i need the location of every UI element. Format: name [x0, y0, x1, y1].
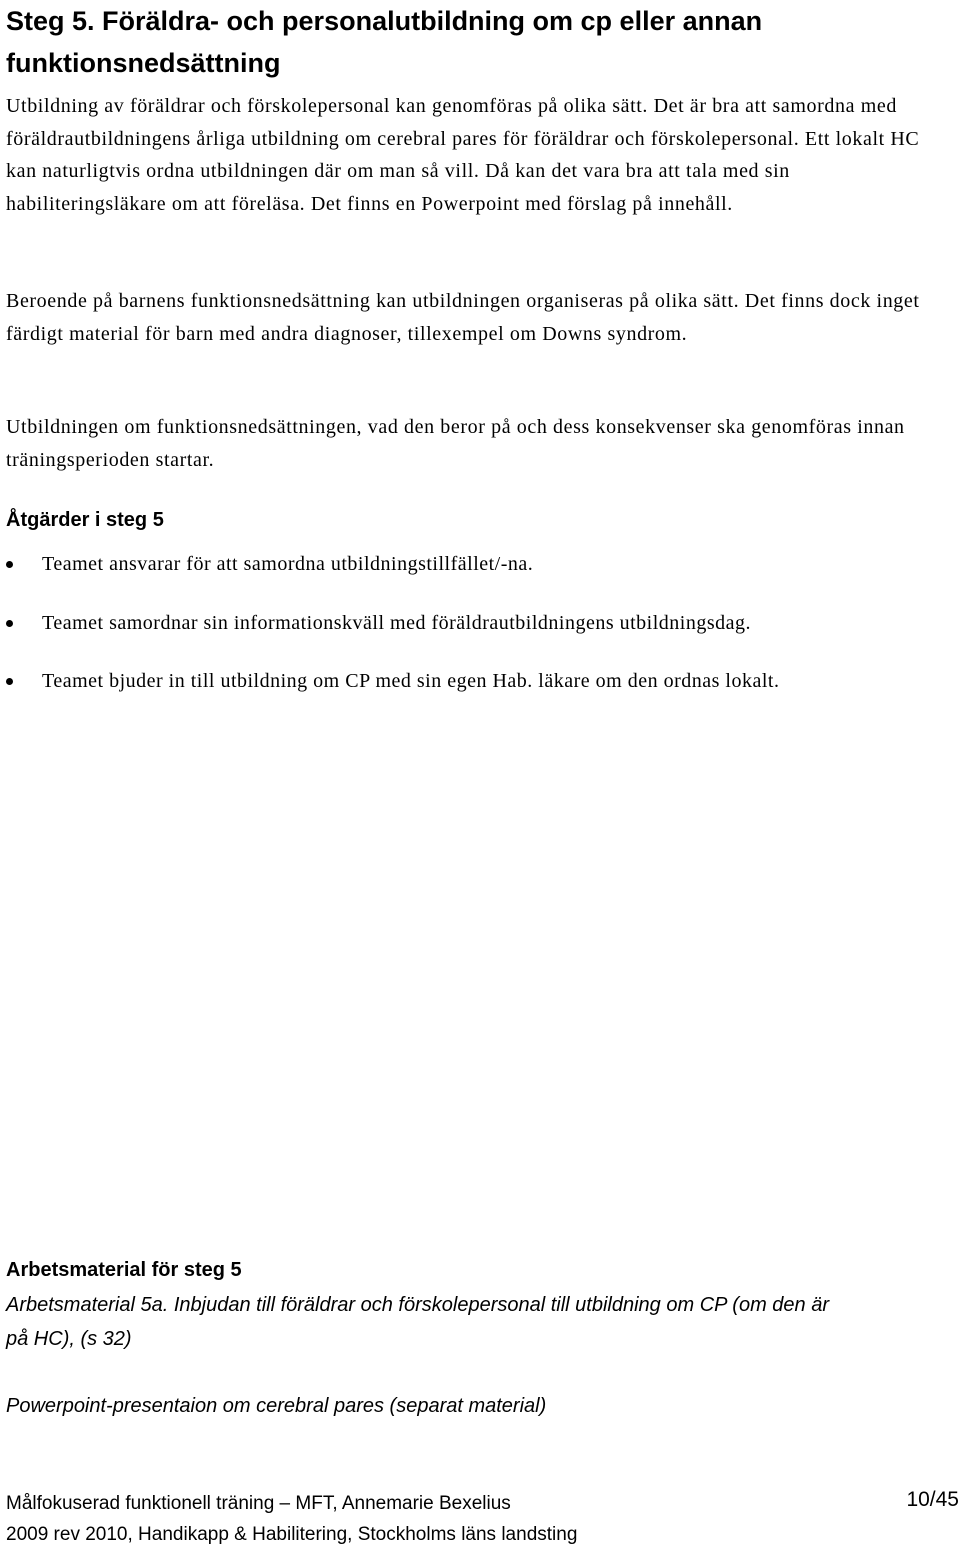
paragraph-timing: Utbildningen om funktionsnedsättningen, vad den beror på och dess konsekvenser ska genomföras innan träningsperioden startar.: [6, 416, 905, 471]
footer-line-2: 2009 rev 2010, Handikapp & Habilitering, Stockholms läns landsting: [6, 1524, 578, 1545]
materials-heading: Arbetsmaterial för steg 5: [6, 1259, 242, 1281]
material-item-powerpoint: Powerpoint-presentaion om cerebral pares (separat material): [6, 1395, 547, 1417]
page-number: 10/45: [906, 1488, 959, 1511]
action-text: Teamet ansvarar för att samordna utbildningstillfället/-na.: [42, 553, 534, 575]
list-item: [6, 606, 951, 665]
paragraph-intro: Utbildning av föräldrar och förskolepersonal kan genomföras på olika sätt. Det är bra att samordna med föräldrautbildningens årliga utbildning om cerebral pares för föräldrar och förskolepersonal. Ett lokalt HC kan naturligtvis ordna utbildningen där om man så vill. Då kan det vara bra att tala med sin habiliteringsläkare om att föreläsa. Det finns en Powerpoint med förslag på innehåll.: [6, 95, 920, 215]
bullet-icon: [6, 678, 13, 685]
actions-list: [6, 547, 951, 723]
action-text: Teamet samordnar sin informationskväll med föräldrautbildningens utbildningsdag.: [42, 611, 752, 634]
bullet-icon: [6, 561, 13, 568]
actions-heading: Åtgärder i steg 5: [6, 509, 164, 531]
list-item: [6, 547, 951, 606]
page-heading: Steg 5. Föräldra- och personalutbildning om cp eller annan funktionsnedsättning: [6, 6, 763, 78]
footer-line-1: Målfokuserad funktionell träning – MFT, Annemarie Bexelius: [6, 1493, 511, 1514]
material-item-5a: Arbetsmaterial 5a. Inbjudan till föräldrar och förskolepersonal till utbildning om CP (om den är på HC), (s 32): [6, 1294, 829, 1350]
action-text: Teamet bjuder in till utbildning om CP med sin egen Hab. läkare om den ordnas lokalt.: [42, 670, 780, 692]
bullet-icon: [6, 620, 13, 627]
list-item: [6, 664, 951, 723]
paragraph-disability: Beroende på barnens funktionsnedsättning kan utbildningen organiseras på olika sätt. Det finns dock inget färdigt material för barn med andra diagnoser, tillexempel om Downs syndrom.: [6, 290, 920, 345]
